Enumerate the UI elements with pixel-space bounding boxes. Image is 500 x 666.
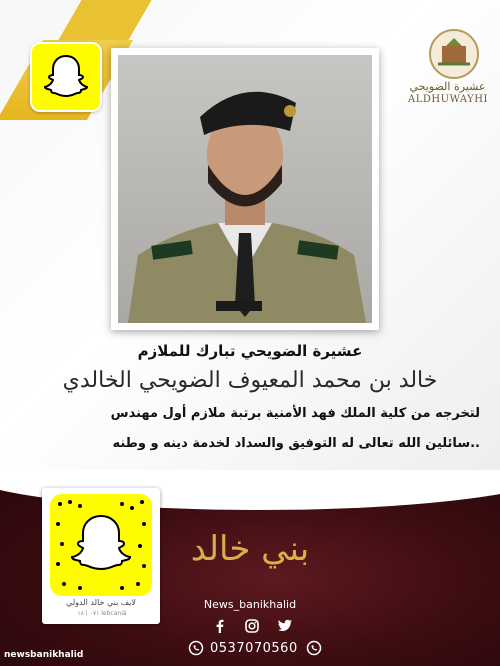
- twitter-icon[interactable]: [277, 618, 293, 637]
- whatsapp-icon[interactable]: [306, 640, 322, 660]
- whatsapp-icon[interactable]: [188, 640, 204, 660]
- phone-number[interactable]: 0537070560: [210, 641, 298, 656]
- portrait-photo: [118, 55, 372, 323]
- instagram-icon[interactable]: [245, 618, 259, 637]
- graduate-name: خالد بن محمد المعيوف الضويحي الخالدي: [62, 368, 438, 393]
- watermark: newsbanikhalid: [4, 650, 84, 660]
- announcement-title: عشيرة الضويحي تبارك للملازم: [137, 342, 363, 360]
- snapcode-card[interactable]: [42, 488, 160, 624]
- announcement-line-2: سائلين الله تعالى له التوفيق والسداد لخدمة دينه و وطنه..: [112, 436, 480, 451]
- snapcode-caption: لايف بني خالد الدولي: [66, 598, 136, 607]
- announcement-line-1: لتخرجه من كلية الملك فهد الأمنية برتبة ملازم أول مهندس: [110, 406, 480, 421]
- snapcode-subcaption: ٠٧١ | ١٨ ‏‏ lebcaniā: [75, 610, 127, 617]
- gold-stripe: [58, 0, 151, 40]
- clan-logo: [428, 28, 480, 80]
- brand-text: بني خالد: [190, 529, 310, 569]
- logo-text-en: ALDHUWAYHI: [408, 94, 488, 105]
- handle-text: News_banikhalid: [203, 598, 297, 611]
- portrait-frame: [111, 48, 379, 330]
- logo-text-ar: عشيرة الضويحي: [409, 80, 486, 93]
- brand-logo: [180, 505, 320, 585]
- snapchat-icon[interactable]: [30, 42, 102, 112]
- social-icons: [213, 618, 293, 637]
- facebook-icon[interactable]: [213, 618, 227, 637]
- snapcode: [50, 494, 152, 596]
